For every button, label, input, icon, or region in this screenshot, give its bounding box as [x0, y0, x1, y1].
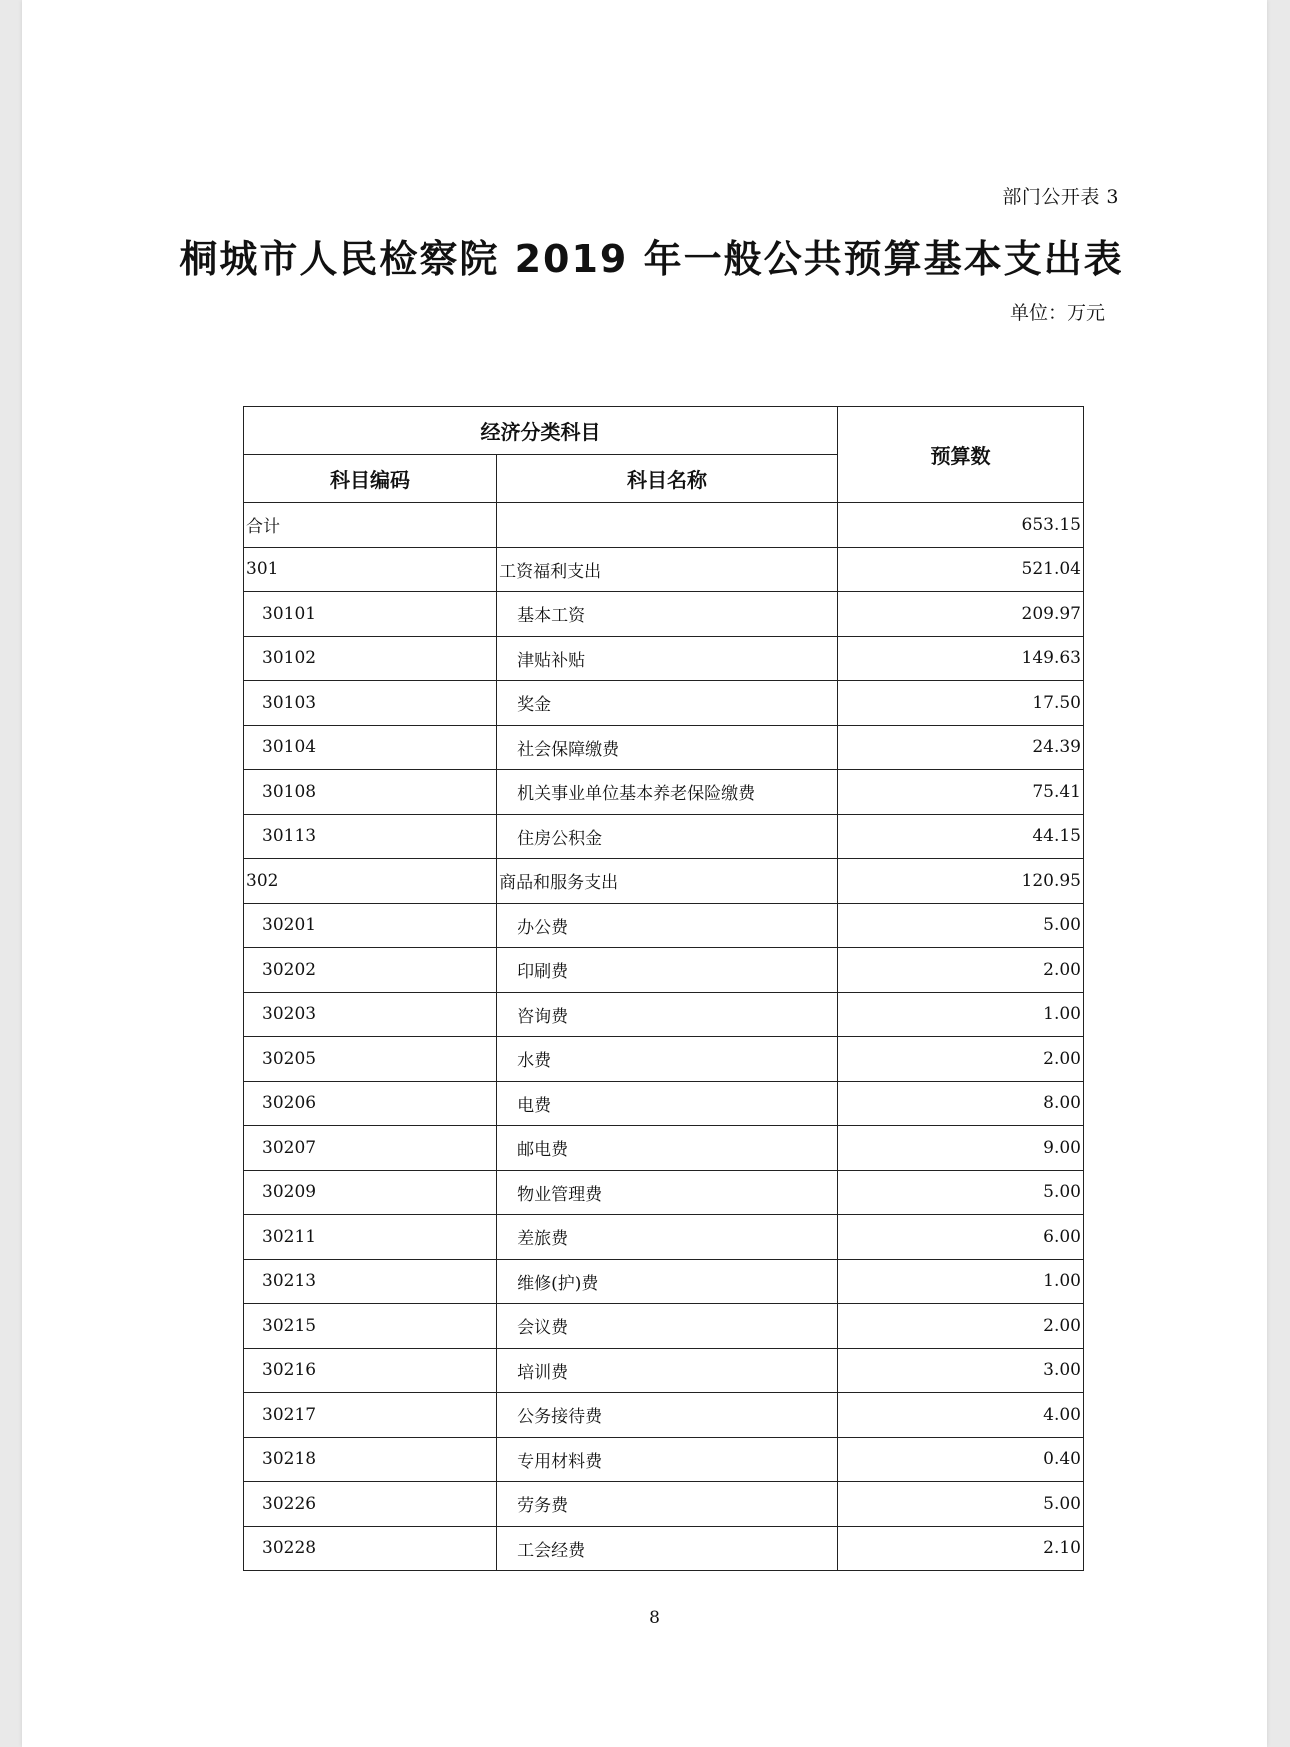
table-row	[244, 1348, 1084, 1393]
table-row	[244, 859, 1084, 904]
page-number: 8	[649, 1608, 660, 1628]
cell-budget-amount: 44.15	[837, 814, 1083, 859]
table-row	[244, 903, 1084, 948]
table-row	[244, 1081, 1084, 1126]
cell-subject-code: 30206	[244, 1081, 497, 1126]
cell-subject-name: 维修(护)费	[497, 1259, 838, 1304]
table-row	[244, 1393, 1084, 1438]
cell-subject-code: 30209	[244, 1170, 497, 1215]
budget-table	[243, 406, 1084, 1571]
table-row	[244, 681, 1084, 726]
cell-subject-code: 302	[244, 859, 497, 904]
header-subject-code: 科目编码	[244, 455, 497, 503]
cell-budget-amount: 17.50	[837, 681, 1083, 726]
cell-subject-code: 30108	[244, 770, 497, 815]
page-title: 桐城市人民检察院 2019 年一般公共预算基本支出表	[179, 237, 1124, 281]
cell-subject-name: 工资福利支出	[497, 547, 838, 592]
table-row	[244, 1215, 1084, 1260]
cell-subject-code: 30101	[244, 592, 497, 637]
cell-budget-amount: 24.39	[837, 725, 1083, 770]
cell-subject-name: 会议费	[497, 1304, 838, 1349]
cell-subject-name: 差旅费	[497, 1215, 838, 1260]
cell-subject-code: 30201	[244, 903, 497, 948]
cell-subject-code: 30102	[244, 636, 497, 681]
cell-budget-amount: 2.10	[837, 1526, 1083, 1571]
cell-subject-name: 办公费	[497, 903, 838, 948]
table-row	[244, 770, 1084, 815]
cell-subject-code: 30216	[244, 1348, 497, 1393]
cell-subject-code: 30218	[244, 1437, 497, 1482]
cell-budget-amount: 2.00	[837, 1037, 1083, 1082]
cell-budget-amount: 3.00	[837, 1348, 1083, 1393]
document-tag: 部门公开表 3	[1002, 186, 1119, 208]
cell-budget-amount: 521.04	[837, 547, 1083, 592]
cell-subject-name: 物业管理费	[497, 1170, 838, 1215]
cell-budget-amount: 4.00	[837, 1393, 1083, 1438]
cell-subject-name: 专用材料费	[497, 1437, 838, 1482]
cell-budget-amount: 149.63	[837, 636, 1083, 681]
table-row	[244, 992, 1084, 1037]
cell-subject-code: 30202	[244, 948, 497, 993]
table-row	[244, 1037, 1084, 1082]
cell-subject-code: 301	[244, 547, 497, 592]
cell-budget-amount: 5.00	[837, 1482, 1083, 1527]
cell-subject-name: 奖金	[497, 681, 838, 726]
cell-budget-amount: 9.00	[837, 1126, 1083, 1171]
cell-subject-name: 津贴补贴	[497, 636, 838, 681]
cell-budget-amount: 2.00	[837, 948, 1083, 993]
cell-budget-amount: 75.41	[837, 770, 1083, 815]
cell-subject-name: 社会保障缴费	[497, 725, 838, 770]
cell-budget-amount: 0.40	[837, 1437, 1083, 1482]
cell-subject-code: 30213	[244, 1259, 497, 1304]
cell-subject-name: 工会经费	[497, 1526, 838, 1571]
cell-budget-amount: 209.97	[837, 592, 1083, 637]
cell-subject-name: 培训费	[497, 1348, 838, 1393]
cell-subject-code: 30215	[244, 1304, 497, 1349]
table-header	[244, 407, 1084, 503]
cell-budget-amount: 653.15	[837, 503, 1083, 548]
cell-subject-name: 商品和服务支出	[497, 859, 838, 904]
table-row	[244, 1437, 1084, 1482]
cell-subject-name: 邮电费	[497, 1126, 838, 1171]
cell-subject-code: 30217	[244, 1393, 497, 1438]
cell-subject-name: 公务接待费	[497, 1393, 838, 1438]
header-economic-category: 经济分类科目	[244, 407, 838, 455]
cell-subject-code: 30104	[244, 725, 497, 770]
table-row	[244, 1304, 1084, 1349]
cell-subject-code: 30228	[244, 1526, 497, 1571]
cell-subject-code: 30207	[244, 1126, 497, 1171]
cell-subject-code: 合计	[244, 503, 497, 548]
table-row	[244, 1259, 1084, 1304]
table-row	[244, 636, 1084, 681]
table-row	[244, 948, 1084, 993]
cell-budget-amount: 5.00	[837, 903, 1083, 948]
table-row	[244, 547, 1084, 592]
cell-budget-amount: 2.00	[837, 1304, 1083, 1349]
cell-budget-amount: 6.00	[837, 1215, 1083, 1260]
header-subject-name: 科目名称	[497, 455, 838, 503]
table-row	[244, 503, 1084, 548]
cell-subject-name	[497, 503, 838, 548]
cell-subject-code: 30211	[244, 1215, 497, 1260]
cell-budget-amount: 1.00	[837, 1259, 1083, 1304]
header-budget-amount: 预算数	[837, 407, 1083, 503]
table-row	[244, 592, 1084, 637]
table-row	[244, 814, 1084, 859]
unit-label: 单位：万元	[1009, 302, 1105, 324]
cell-subject-code: 30205	[244, 1037, 497, 1082]
cell-budget-amount: 8.00	[837, 1081, 1083, 1126]
cell-budget-amount: 120.95	[837, 859, 1083, 904]
cell-subject-name: 咨询费	[497, 992, 838, 1037]
table-row	[244, 725, 1084, 770]
cell-subject-name: 电费	[497, 1081, 838, 1126]
cell-budget-amount: 1.00	[837, 992, 1083, 1037]
cell-subject-name: 水费	[497, 1037, 838, 1082]
table-body	[244, 503, 1084, 1571]
table-row	[244, 1126, 1084, 1171]
cell-subject-name: 基本工资	[497, 592, 838, 637]
cell-budget-amount: 5.00	[837, 1170, 1083, 1215]
cell-subject-name: 劳务费	[497, 1482, 838, 1527]
cell-subject-code: 30113	[244, 814, 497, 859]
table-row	[244, 1482, 1084, 1527]
cell-subject-name: 住房公积金	[497, 814, 838, 859]
cell-subject-code: 30203	[244, 992, 497, 1037]
cell-subject-code: 30103	[244, 681, 497, 726]
cell-subject-code: 30226	[244, 1482, 497, 1527]
table-row	[244, 1170, 1084, 1215]
document-page	[22, 0, 1267, 1747]
table-row	[244, 1526, 1084, 1571]
cell-subject-name: 印刷费	[497, 948, 838, 993]
cell-subject-name: 机关事业单位基本养老保险缴费	[497, 770, 838, 815]
